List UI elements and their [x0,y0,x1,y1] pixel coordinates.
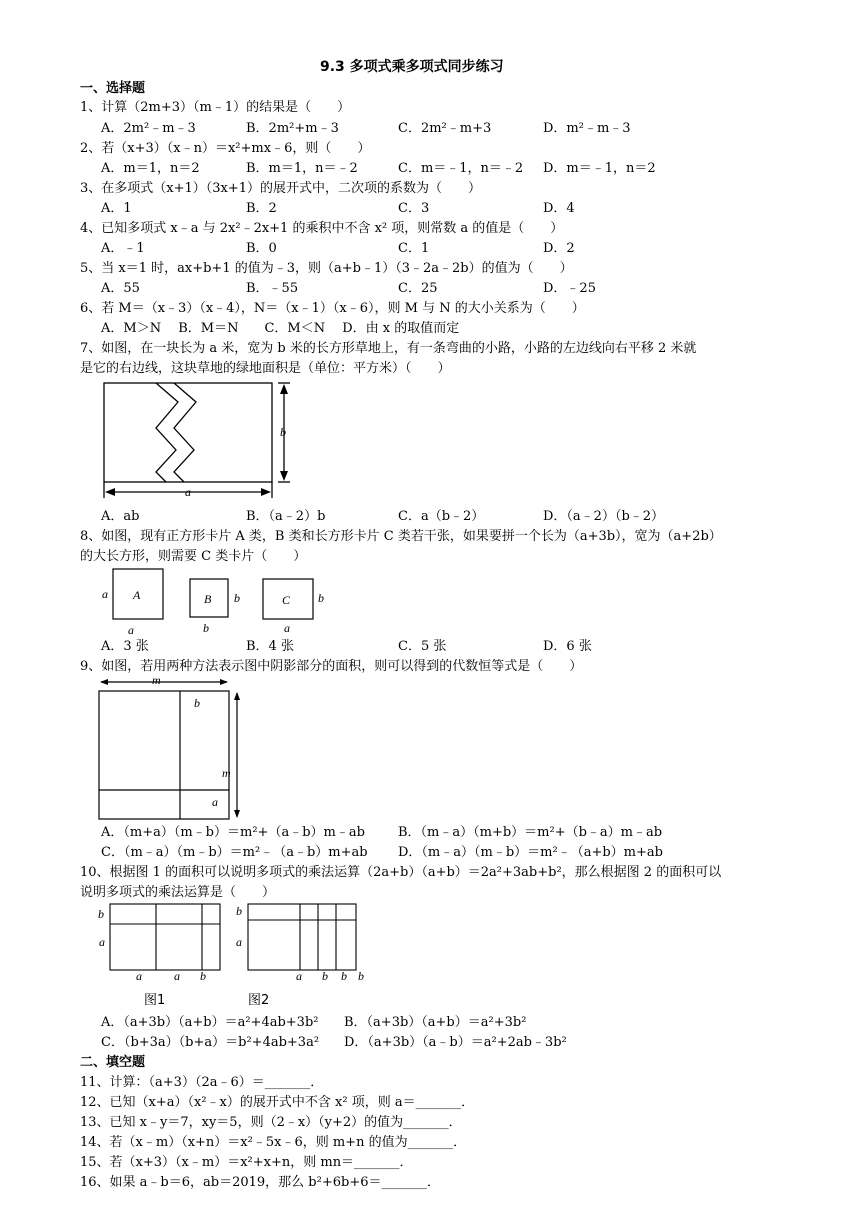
question-4: 4、已知多项式 x﹣a 与 2x²﹣2x+1 的乘积中不含 x² 项，则常数 a 的值是（ ） [80,221,564,236]
q7-option-d: D．（a﹣2）（b﹣2） [543,509,665,524]
q3-option-c: C．3 [398,201,430,216]
fig1-bottom-a2: a [174,969,180,983]
q3-option-d: D．4 [543,201,575,216]
question-11: 11、计算：（a+3）（2a﹣6）＝_______． [80,1075,324,1090]
q9-option-c: C．（m﹣a）（m﹣b）＝m²﹣（a﹣b）m+ab [101,845,368,860]
question-12: 12、已知（x+a）（x²﹣x）的展开式中不含 x² 项，则 a＝_______． [80,1095,475,1110]
q7-option-a: A．ab [101,509,140,524]
q2-option-d: D．m＝﹣1，n＝2 [543,161,656,176]
fig9-label-m-side: m [222,766,231,780]
q6-options: A．M＞N B．M＝N C．M＜N D．由 x 的取值而定 [101,321,460,336]
q5-option-a: A．55 [101,281,140,296]
fig2-label-b: b [236,904,242,918]
card-b-label: B [204,592,212,606]
q5-option-b: B．﹣55 [246,281,299,296]
q10-option-a: A．（a+3b）（a+b）＝a²+4ab+3b² [101,1015,319,1030]
fig7-label-b: b [280,425,286,439]
card-a-side: a [102,587,108,601]
card-a-bottom: a [128,623,134,637]
q8-option-d: D．6 张 [543,639,592,654]
q7-option-c: C．a（b﹣2） [398,509,485,524]
q8-option-c: C．5 张 [398,639,447,654]
q8-option-b: B．4 张 [246,639,294,654]
fig9-label-m-top: m [152,673,161,687]
q8-option-a: A．3 张 [101,639,149,654]
card-c-side: b [318,591,324,605]
question-7-line-1: 7、如图，在一块长为 a 米，宽为 b 米的长方形草地上，有一条弯曲的小路，小路的左边线向右平移 2 米就 [80,341,697,356]
q4-option-c: C．1 [398,241,430,256]
fig2-bottom-a: a [296,969,302,983]
q9-option-a: A．（m+a）（m﹣b）＝m²+（a﹣b）m﹣ab [101,825,365,840]
q5-option-d: D．﹣25 [543,281,596,296]
card-c-bottom: a [284,621,290,635]
figure-2-caption: 图2 [248,993,270,1008]
question-3: 3、在多项式（x+1）（3x+1）的展开式中，二次项的系数为（ ） [80,181,482,196]
question-15: 15、若（x+3）（x﹣m）＝x²+x+n，则 mn＝_______． [80,1155,413,1170]
q5-option-c: C．25 [398,281,438,296]
q1-option-a: A．2m²﹣m﹣3 [101,121,196,136]
question-13: 13、已知 x﹣y＝7，xy＝5，则（2﹣x）（y+2）的值为_______． [80,1115,462,1130]
card-a-label: A [133,588,141,602]
card-b-bottom: b [203,621,209,635]
question-5: 5、当 x＝1 时，ax+b+1 的值为﹣3，则（a+b﹣1）（3﹣2a﹣2b）的值为（ ） [80,261,573,276]
q3-option-a: A．1 [101,201,132,216]
q9-option-d: D．（m﹣a）（m﹣b）＝m²﹣（a+b）m+ab [398,845,663,860]
question-10-line-2: 说明多项式的乘法运算是（ ） [80,885,276,900]
q10-option-d: D．（a+3b）（a﹣b）＝a²+2ab﹣3b² [344,1035,567,1050]
q1-option-d: D．m²﹣m﹣3 [543,121,631,136]
q1-option-b: B．2m²+m﹣3 [246,121,339,136]
fig1-bottom-a1: a [136,969,142,983]
q1-option-c: C．2m²﹣m+3 [398,121,492,136]
question-14: 14、若（x﹣m）（x+n）＝x²﹣5x﹣6，则 m+n 的值为_______． [80,1135,467,1150]
question-8-line-1: 8、如图，现有正方形卡片 A 类，B 类和长方形卡片 C 类若干张，如果要拼一个长为（a+3b），宽为（a+2b） [80,529,722,544]
figure-1-caption: 图1 [144,993,166,1008]
fig9-label-b: b [194,696,200,710]
question-9: 9、如图，若用两种方法表示图中阴影部分的面积，则可以得到的代数恒等式是（ ） [80,659,583,674]
fig2-bottom-b1: b [322,969,328,983]
question-10-line-1: 10、根据图 1 的面积可以说明多项式的乘法运算（2a+b）（a+b）＝2a²+3ab+b²，那么根据图 2 的面积可以 [80,865,722,880]
q2-option-c: C．m＝﹣1，n＝﹣2 [398,161,524,176]
q3-option-b: B．2 [246,201,277,216]
section-heading-fill: 二、填空题 [80,1055,146,1070]
fig1-bottom-b: b [200,969,206,983]
fig1-label-b: b [98,907,104,921]
q10-option-c: C．（b+3a）（b+a）＝b²+4ab+3a² [101,1035,320,1050]
fig2-bottom-b2: b [341,969,347,983]
card-b-side: b [234,591,240,605]
fig2-bottom-b3: b [358,969,364,983]
q10-option-b: B．（a+3b）（a+b）＝a²+3b² [344,1015,527,1030]
figure-10-area-models [96,900,376,1010]
fig7-label-a: a [185,485,191,499]
question-16: 16、如果 a﹣b＝6，ab＝2019，那么 b²+6b+6＝_______． [80,1175,440,1190]
question-1: 1、计算（2m+3）（m﹣1）的结果是（ ） [80,100,351,115]
q9-option-b: B．（m﹣a）（m+b）＝m²+（b﹣a）m﹣ab [398,825,663,840]
figure-7-lawn-path [100,380,300,500]
q4-option-a: A．﹣1 [101,241,145,256]
page-title: 9.3 多项式乘多项式同步练习 [320,59,504,75]
question-8-line-2: 的大长方形，则需要 C 类卡片（ ） [80,549,307,564]
section-heading-choice: 一、选择题 [80,81,146,96]
q4-option-b: B．0 [246,241,277,256]
q4-option-d: D．2 [543,241,575,256]
question-7-line-2: 是它的右边线，这块草地的绿地面积是（单位：平方米）（ ） [80,361,451,376]
q7-option-b: B．（a﹣2）b [246,509,326,524]
fig9-label-a: a [212,795,218,809]
fig1-label-a: a [99,935,105,949]
card-c-label: C [282,593,291,607]
figure-8-cards [100,566,340,638]
question-2: 2、若（x+3）（x﹣n）＝x²+mx﹣6，则（ ） [80,141,371,156]
q2-option-a: A．m＝1，n＝2 [101,161,200,176]
question-6: 6、若 M＝（x﹣3）（x﹣4），N＝（x﹣1）（x﹣6），则 M 与 N 的大小关系为（ ） [80,301,585,316]
fig2-label-a: a [236,935,242,949]
figure-9-square [96,674,246,824]
q2-option-b: B．m＝1，n＝﹣2 [246,161,358,176]
